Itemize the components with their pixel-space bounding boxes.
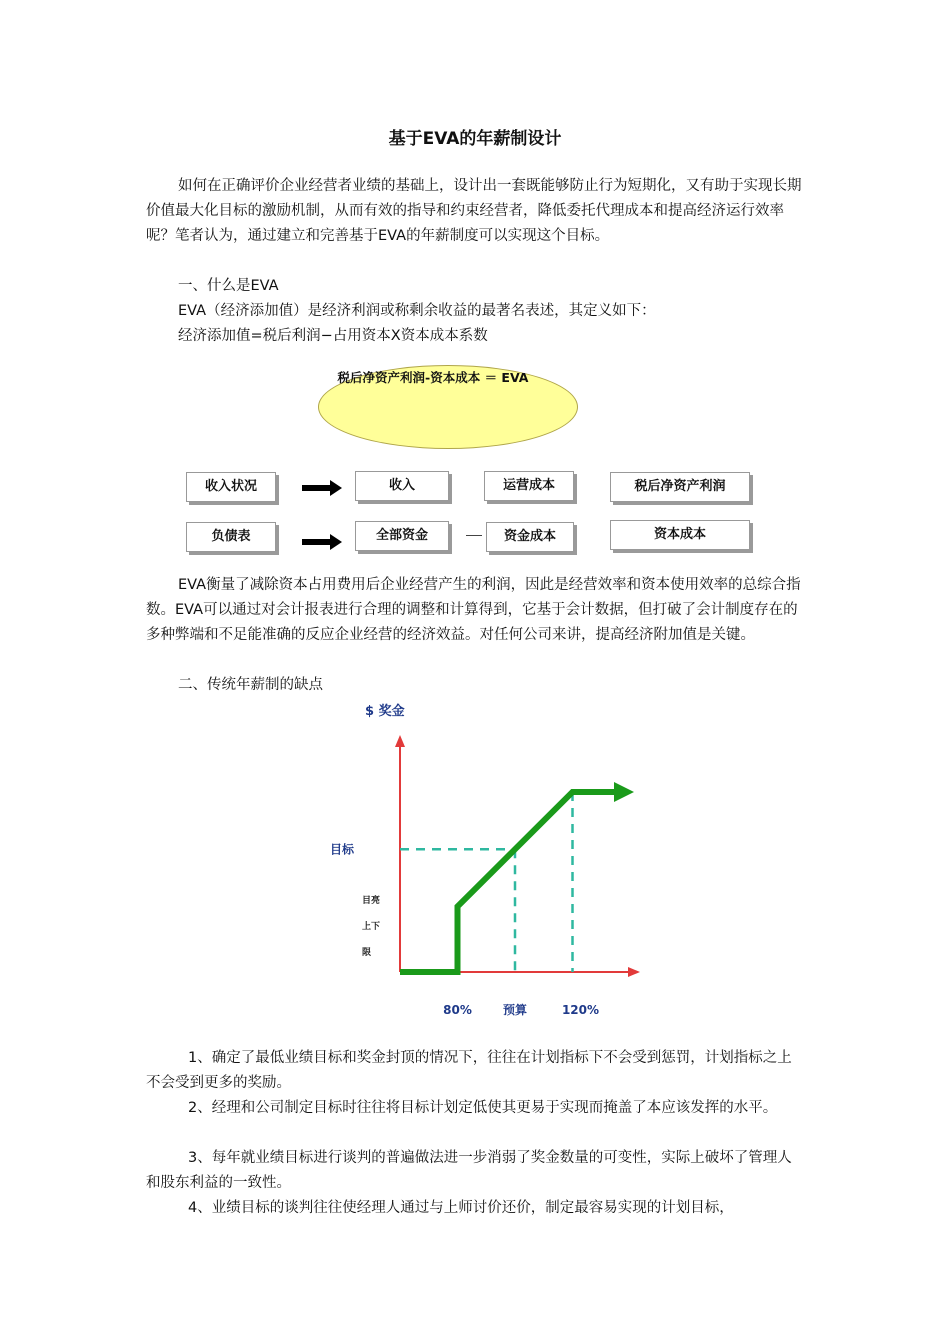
- box-net-profit: 税后净资产利润: [610, 472, 750, 502]
- arrow-right-icon: [330, 534, 342, 550]
- eva-definition: EVA（经济添加值）是经济利润或称剩余收益的最著名表述，其定义如下：: [178, 303, 656, 319]
- x-axis-arrow-icon: [628, 967, 640, 977]
- y-mark-3: 限: [362, 948, 372, 958]
- intro-paragraph: 如何在正确评价企业经营者业绩的基础上，设计出一套既能够防止行为短期化，又有助于实现长期价值最大化目标的激励机制，从而有效的指导和约束经营者，降低委托代理成本和提高经济运行效率呢？笔者认为，通过建立和完善基于EVA的年薪制度可以实现这个目标。: [146, 178, 802, 244]
- chart-axes: [395, 735, 640, 977]
- arrow-shaft-1: [302, 485, 332, 491]
- section-heading-1: 一、什么是EVA: [178, 278, 279, 294]
- point-3: 3、每年就业绩目标进行谈判的普遍做法进一步消弱了奖金数量的可变性，实际上破坏了管理人和股东利益的一致性。: [146, 1150, 792, 1191]
- y-axis-arrow-icon: [395, 735, 405, 747]
- page-title: 基于EVA的年薪制设计: [388, 129, 562, 149]
- y-axis-label: $ 奖金: [365, 704, 405, 719]
- bonus-line: [400, 792, 616, 972]
- section-heading-2: 二、传统年薪制的缺点: [178, 677, 323, 693]
- y-mark-target: 目标: [330, 842, 355, 857]
- point-4: 4、业绩目标的谈判往往使经理人通过与上师讨价还价，制定最容易实现的计划目标，: [188, 1200, 734, 1216]
- chart-labels: [330, 841, 599, 1017]
- x-tick-80: 80%: [443, 1003, 472, 1017]
- bonus-chart: [300, 695, 660, 1030]
- box-balance-sheet: 负债表: [186, 522, 276, 552]
- box-operating-cost: 运营成本: [484, 471, 574, 501]
- arrow-shaft-2: [302, 539, 332, 545]
- x-tick-120: 120%: [561, 1003, 600, 1017]
- box-income: 收入: [355, 471, 449, 501]
- y-mark-1: 目亮: [362, 896, 381, 906]
- ellipse-label: 税后净资产利润-资本成本 ＝ EVA: [337, 370, 529, 385]
- chart-series: [400, 782, 634, 972]
- arrow-right-icon: [330, 480, 342, 496]
- y-mark-2: 上下: [362, 922, 381, 932]
- x-tick-budget: 预算: [502, 1003, 528, 1017]
- eva-formula: 经济添加值=税后利润−占用资本Ⅹ资本成本系数: [178, 328, 488, 344]
- point-2: 2、经理和公司制定目标时往往将目标计划定低使其更易于实现而掩盖了本应该发挥的水平。: [188, 1100, 778, 1116]
- box-capital-cost: 资金成本: [486, 522, 574, 552]
- bonus-arrow-icon: [614, 782, 634, 802]
- minus-sign: [466, 535, 482, 536]
- eva-explanation: EVA衡量了减除资本占用费用后企业经营产生的利润，因此是经营效率和资本使用效率的总综合指数。EVA可以通过对会计报表进行合理的调整和计算得到，它基于会计数据，但打破了会计制度存在的多种弊端和不足能准确的反应企业经营的经济效益。对任何公司来讲，提高经济附加值是关键。: [146, 577, 801, 643]
- box-income-status: 收入状况: [186, 472, 276, 502]
- box-cost-of-capital: 资本成本: [610, 520, 750, 550]
- point-1: 1、确定了最低业绩目标和奖金封顶的情况下，往往在计划指标下不会受到惩罚，计划指标之上不会受到更多的奖励。: [146, 1050, 792, 1091]
- box-total-capital: 全部资金: [355, 521, 449, 551]
